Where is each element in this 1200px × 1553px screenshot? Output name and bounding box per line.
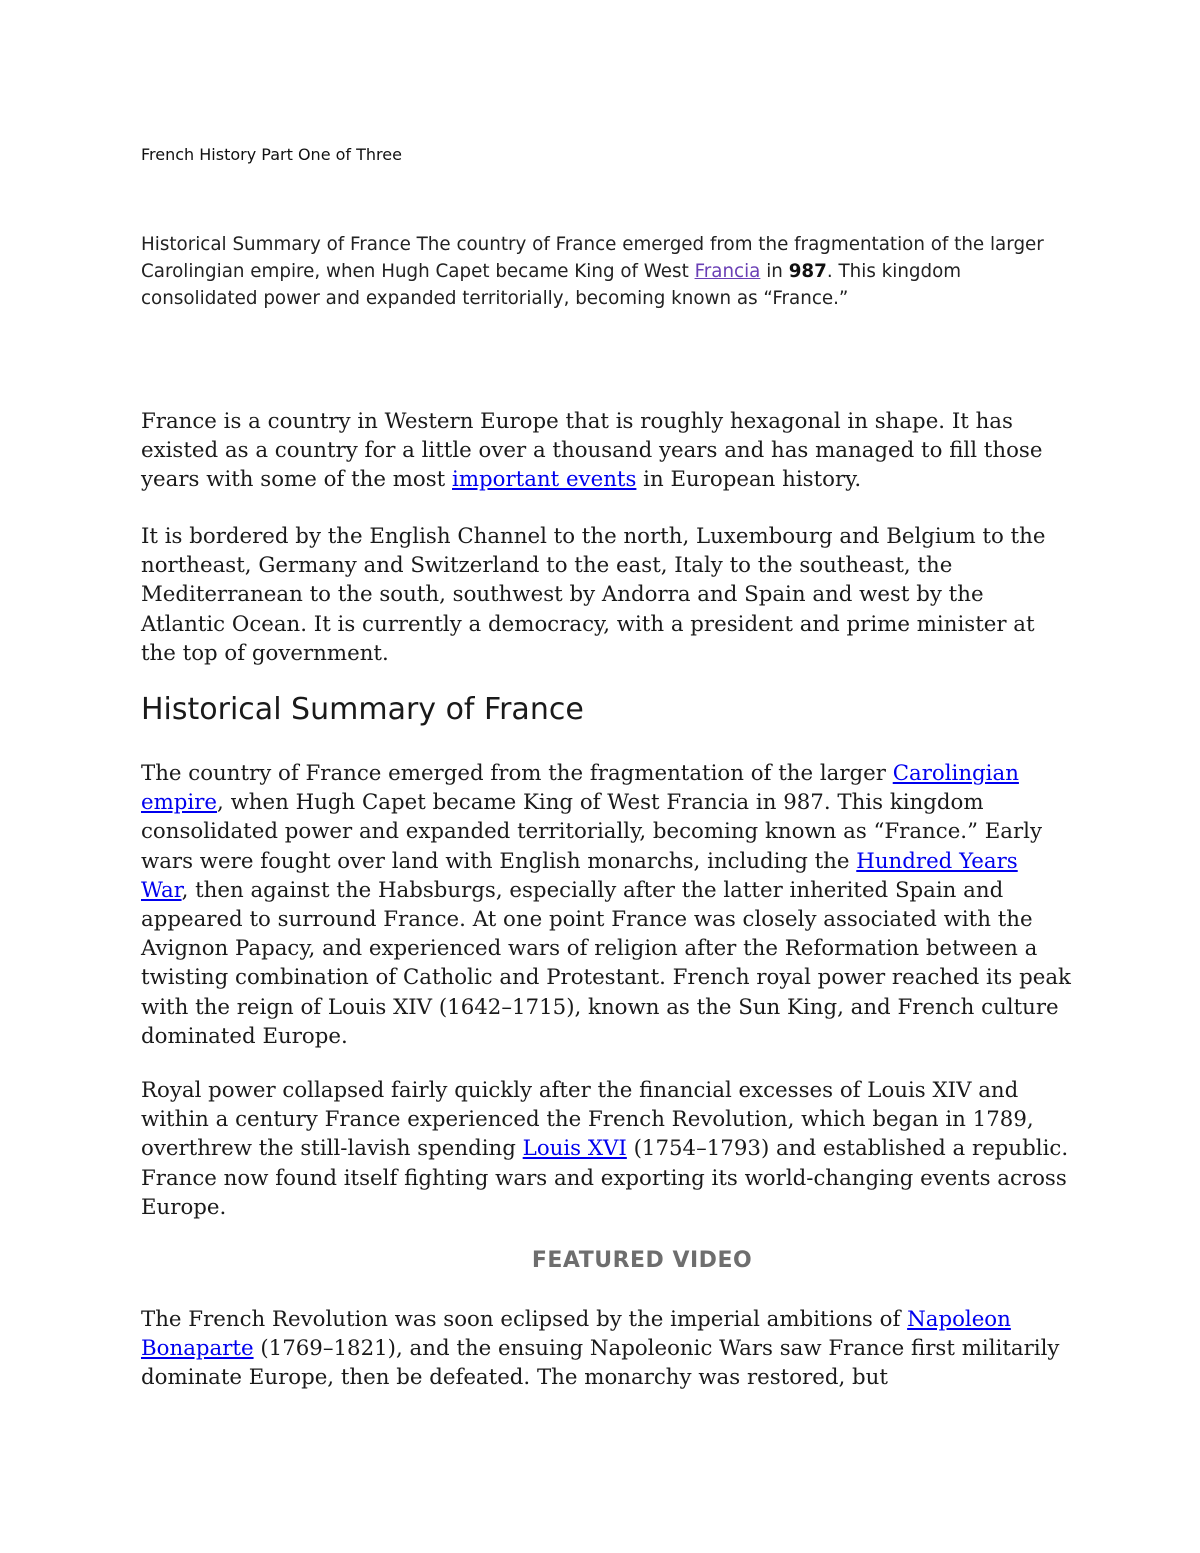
- summary-year: 987: [788, 261, 827, 282]
- featured-video-label: FEATURED VIDEO: [531, 1248, 753, 1273]
- summary-text-2: in: [760, 261, 789, 282]
- history-text-1: The country of France emerged from the fragmentation of the larger: [141, 761, 893, 786]
- revolution-text-1: Royal power collapsed fairly quickly after the financial excesses of Louis XIV and within a century France experienced the French Revolution, which began in 1789, overthrew the still-lavish spending: [141, 1078, 1034, 1162]
- summary-text-1: Historical Summary of France The country of France emerged from the fragmentation of the larger Carolingian empire, when Hugh Capet became King of West: [141, 234, 1044, 282]
- summary-text-3: . This kingdom consolidated power and expanded territorially, becoming known as “France.”: [141, 261, 962, 309]
- napoleon-text-2: (1769–1821), and the ensuing Napoleonic Wars saw France first militarily dominate Europe, then be defeated. The monarchy was restored, but: [141, 1336, 1060, 1391]
- francia-link[interactable]: Francia: [694, 261, 761, 282]
- summary-paragraph: [141, 231, 1071, 312]
- napoleon-text-1: The French Revolution was soon eclipsed by the imperial ambitions of: [141, 1307, 908, 1332]
- intro-text-1: France is a country in Western Europe that is roughly hexagonal in shape. It has existed as a country for a little over a thousand years and has managed to fill those years with some of the most: [141, 409, 1043, 493]
- louis-xvi-link[interactable]: Louis XVI: [522, 1136, 627, 1162]
- document-title: French History Part One of Three: [141, 145, 402, 164]
- history-paragraph: [141, 759, 1071, 1051]
- carolingian-empire-link[interactable]: Carolingian empire: [141, 761, 1019, 816]
- intro-text-2: in European history.: [636, 467, 862, 493]
- napoleon-bonaparte-link[interactable]: Napoleon Bonaparte: [141, 1307, 1011, 1362]
- revolution-paragraph: [141, 1076, 1071, 1222]
- napoleon-paragraph: [141, 1305, 1071, 1393]
- intro-paragraph: [141, 407, 1071, 495]
- history-text-3: , then against the Habsburgs, especially after the latter inherited Spain and appeared to surround France. At one point France was closely associated with the Avignon Papacy, and experienced wars of religion after the Reformation between a twisting combination of Catholic and Protestant. French royal power reached its peak with the reign of Louis XIV (1642–1715), known as the Sun King, and French culture dominated Europe.: [141, 877, 1071, 1049]
- section-heading: Historical Summary of France: [141, 692, 584, 727]
- borders-paragraph: It is bordered by the English Channel to the north, Luxembourg and Belgium to the northeast, Germany and Switzerland to the east, Italy to the southeast, the Mediterranean to the south, southwest by Andorra and Spain and west by the Atlantic Ocean. It is currently a democracy, with a president and prime minister at the top of government.: [141, 524, 1046, 666]
- history-text-2: , when Hugh Capet became King of West Francia in 987. This kingdom consolidated power and expanded territorially, becoming known as “France.” Early wars were fought over land with English monarchs, including the: [141, 790, 1042, 874]
- important-events-link[interactable]: important events: [452, 467, 637, 493]
- hundred-years-war-link[interactable]: Hundred Years War: [141, 848, 1018, 903]
- revolution-text-2: (1754–1793) and established a republic. France now found itself fighting wars and exporting its world-changing events across Europe.: [141, 1136, 1069, 1220]
